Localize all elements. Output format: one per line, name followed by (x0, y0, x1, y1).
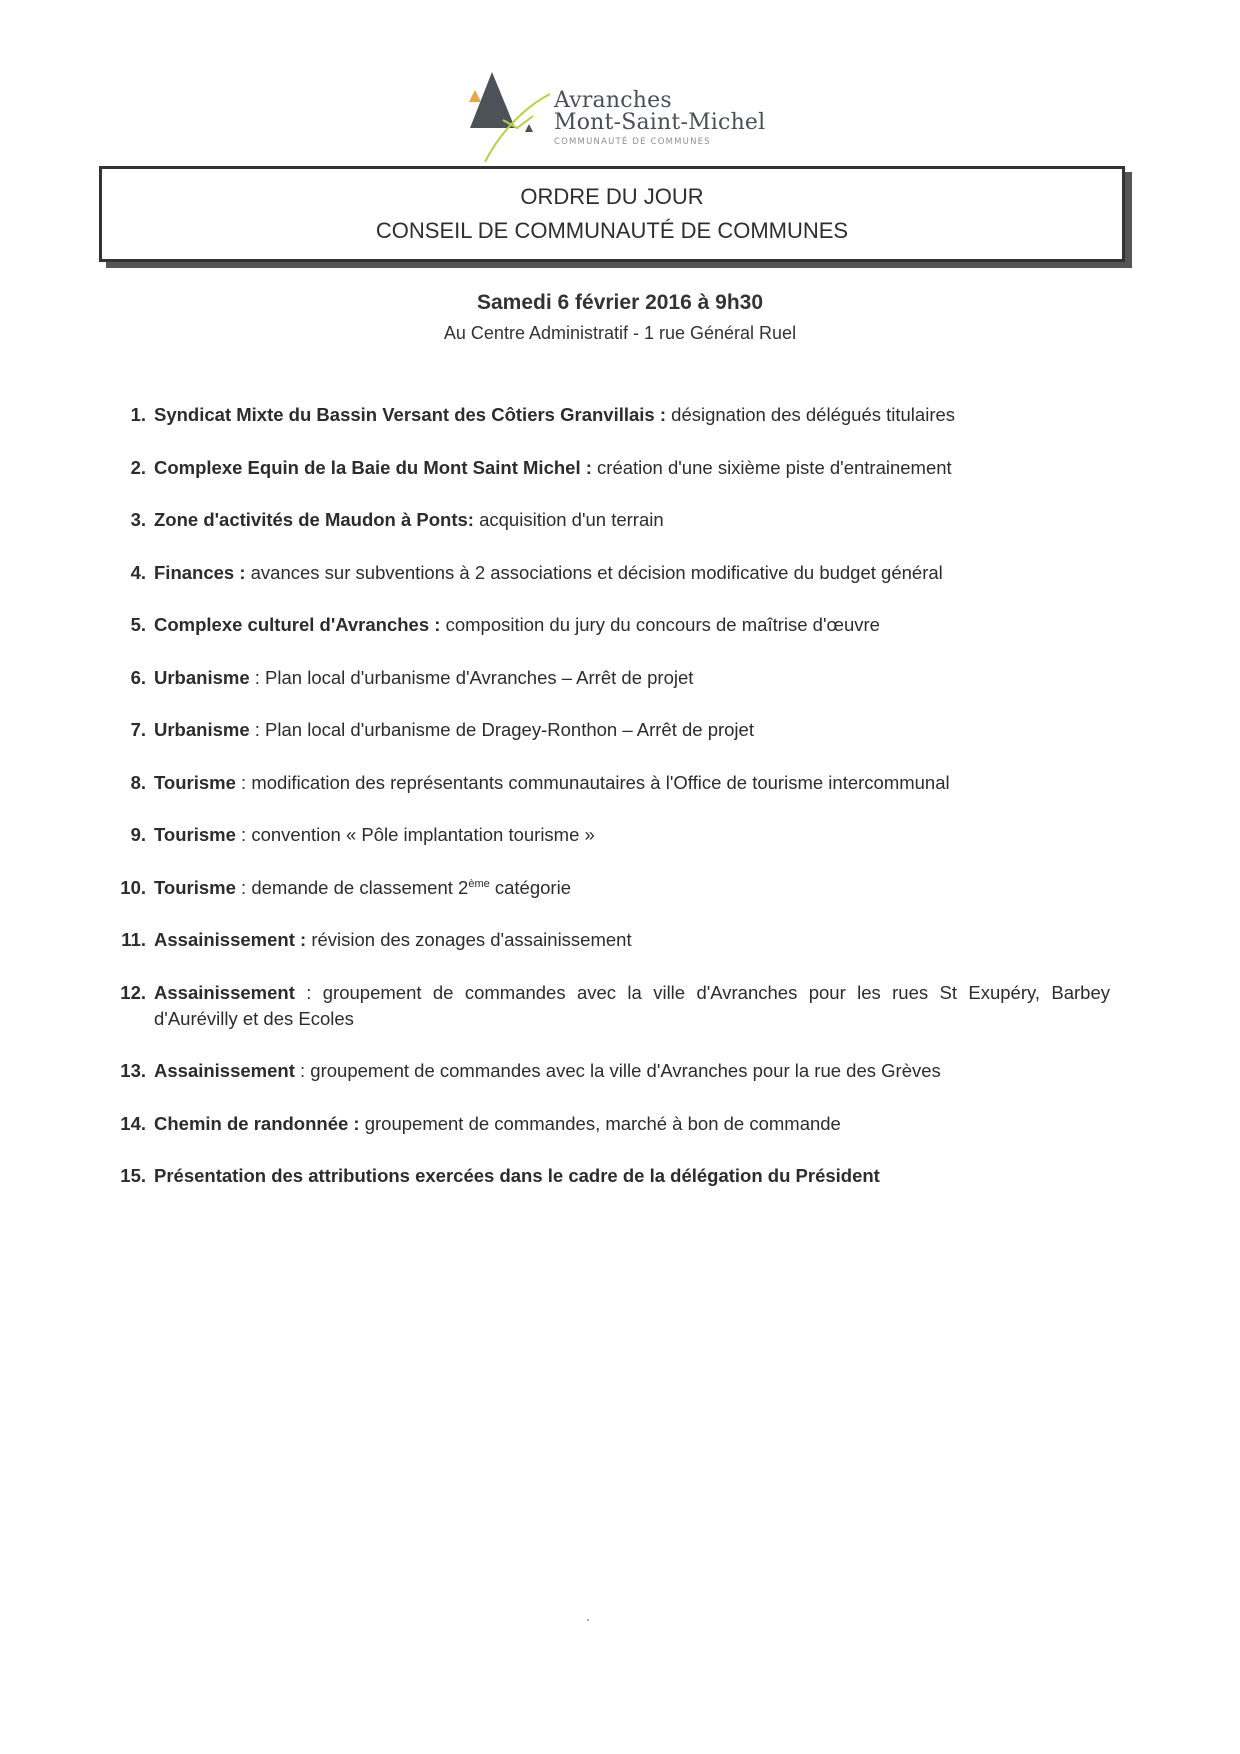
agenda-item (110, 980, 1110, 1032)
agenda-item-heading: Urbanisme (154, 666, 250, 688)
agenda-item (110, 612, 1110, 638)
document-title: ORDRE DU JOUR (520, 184, 704, 209)
agenda-item-number: 14. (120, 1112, 146, 1134)
agenda-item-number: 10. (120, 876, 146, 898)
meeting-venue: Au Centre Administratif - 1 rue Général Ruel (443, 323, 797, 343)
agenda-item (110, 770, 1110, 796)
agenda-item (110, 560, 1110, 586)
agenda-item-number: 6. (130, 666, 146, 688)
agenda-item-text: : convention « Pôle implantation tourisme » (235, 824, 595, 845)
agenda-item-text: : demande de classement 2 (235, 876, 469, 898)
agenda-item (110, 1163, 1110, 1189)
agenda-item-heading: Assainissement : (154, 929, 307, 950)
agenda-item (110, 1058, 1110, 1084)
agenda-item-heading: Assainissement (154, 981, 295, 1003)
logo-line-2: Mont-Saint-Michel (554, 110, 766, 135)
agenda-item-heading: Finances : (154, 561, 246, 583)
agenda-item (110, 927, 1110, 953)
agenda-item-heading: Présentation des attributions exercées dans le cadre de la délégation du Président (154, 1165, 880, 1186)
agenda-item-superscript: ème (468, 877, 490, 890)
agenda-item-text: : Plan local d'urbanisme de Dragey-Ronthon – Arrêt de projet (249, 719, 754, 740)
agenda-item (110, 455, 1110, 481)
agenda-item (110, 402, 1110, 428)
agenda-item (110, 822, 1110, 848)
agenda-item-number: 11. (121, 929, 146, 950)
scan-speck (587, 1619, 589, 1621)
agenda-item-text: révision des zonages d'assainissement (306, 929, 632, 950)
agenda-item-number: 13. (120, 1060, 146, 1081)
agenda-item-number: 3. (130, 509, 146, 530)
agenda-item-number: 15. (120, 1165, 146, 1186)
agenda-item-text: : groupement de commandes avec la ville d'Avranches pour les rues St Exupéry, Barbey d'Aurévilly et des Ecoles (154, 981, 1110, 1029)
triangle-emblem-icon (455, 72, 565, 168)
agenda-item-heading: Tourisme (154, 824, 236, 845)
agenda-list (110, 402, 1110, 1216)
agenda-item-number: 8. (130, 771, 146, 793)
agenda-item-number: 12. (120, 981, 146, 1003)
agenda-item-heading: Assainissement (154, 1060, 295, 1081)
agenda-item-heading: Syndicat Mixte du Bassin Versant des Côtiers Granvillais : (154, 404, 667, 425)
agenda-item-heading: Complexe culturel d'Avranches : (154, 614, 441, 635)
agenda-item-heading: Tourisme (154, 771, 236, 793)
meeting-date: Samedi 6 février 2016 à 9h30 (476, 291, 764, 314)
logo-wordmark (554, 90, 765, 147)
agenda-item-text: avances sur subventions à 2 associations et décision modificative du budget général (245, 561, 943, 583)
agenda-item-heading: Chemin de randonnée : (154, 1112, 360, 1134)
agenda-item-text: désignation des délégués titulaires (666, 404, 956, 425)
agenda-item-text: : modification des représentants communautaires à l'Office de tourisme intercommunal (235, 771, 950, 793)
agenda-item-number: 7. (130, 719, 146, 740)
meeting-info (0, 288, 1240, 348)
logo-line-3: COMMUNAUTÉ DE COMMUNES (554, 137, 711, 147)
agenda-item (110, 717, 1110, 743)
agenda-item-text: création d'une sixième piste d'entrainement (591, 456, 952, 478)
agenda-item-text: composition du jury du concours de maîtrise d'œuvre (440, 614, 880, 635)
agenda-item-text: : Plan local d'urbanisme d'Avranches – Arrêt de projet (249, 666, 694, 688)
agenda-item-number: 4. (130, 561, 146, 583)
agenda-item-heading: Tourisme (154, 876, 236, 898)
agenda-item (110, 875, 1110, 901)
agenda-item-text: acquisition d'un terrain (473, 509, 664, 530)
agenda-item (110, 507, 1110, 533)
agenda-item (110, 665, 1110, 691)
agenda-item (110, 1111, 1110, 1137)
agenda-item-heading: Complexe Equin de la Baie du Mont Saint Michel : (154, 456, 592, 478)
agenda-item-text: : groupement de commandes avec la ville d'Avranches pour la rue des Grèves (294, 1060, 941, 1081)
title-box (99, 166, 1125, 262)
agenda-item-text: groupement de commandes, marché à bon de commande (359, 1112, 841, 1134)
agenda-item-number: 9. (130, 824, 146, 845)
agenda-item-heading: Zone d'activités de Maudon à Ponts: (154, 509, 474, 530)
agenda-item-number: 1. (130, 404, 146, 425)
organization-logo (455, 72, 795, 168)
agenda-item-text-after: catégorie (489, 876, 571, 898)
agenda-item-number: 5. (130, 614, 146, 635)
document-subtitle: CONSEIL DE COMMUNAUTÉ DE COMMUNES (375, 218, 849, 243)
agenda-item-number: 2. (130, 456, 146, 478)
agenda-item-heading: Urbanisme (154, 719, 250, 740)
logo-line-1: Avranches (554, 88, 672, 113)
